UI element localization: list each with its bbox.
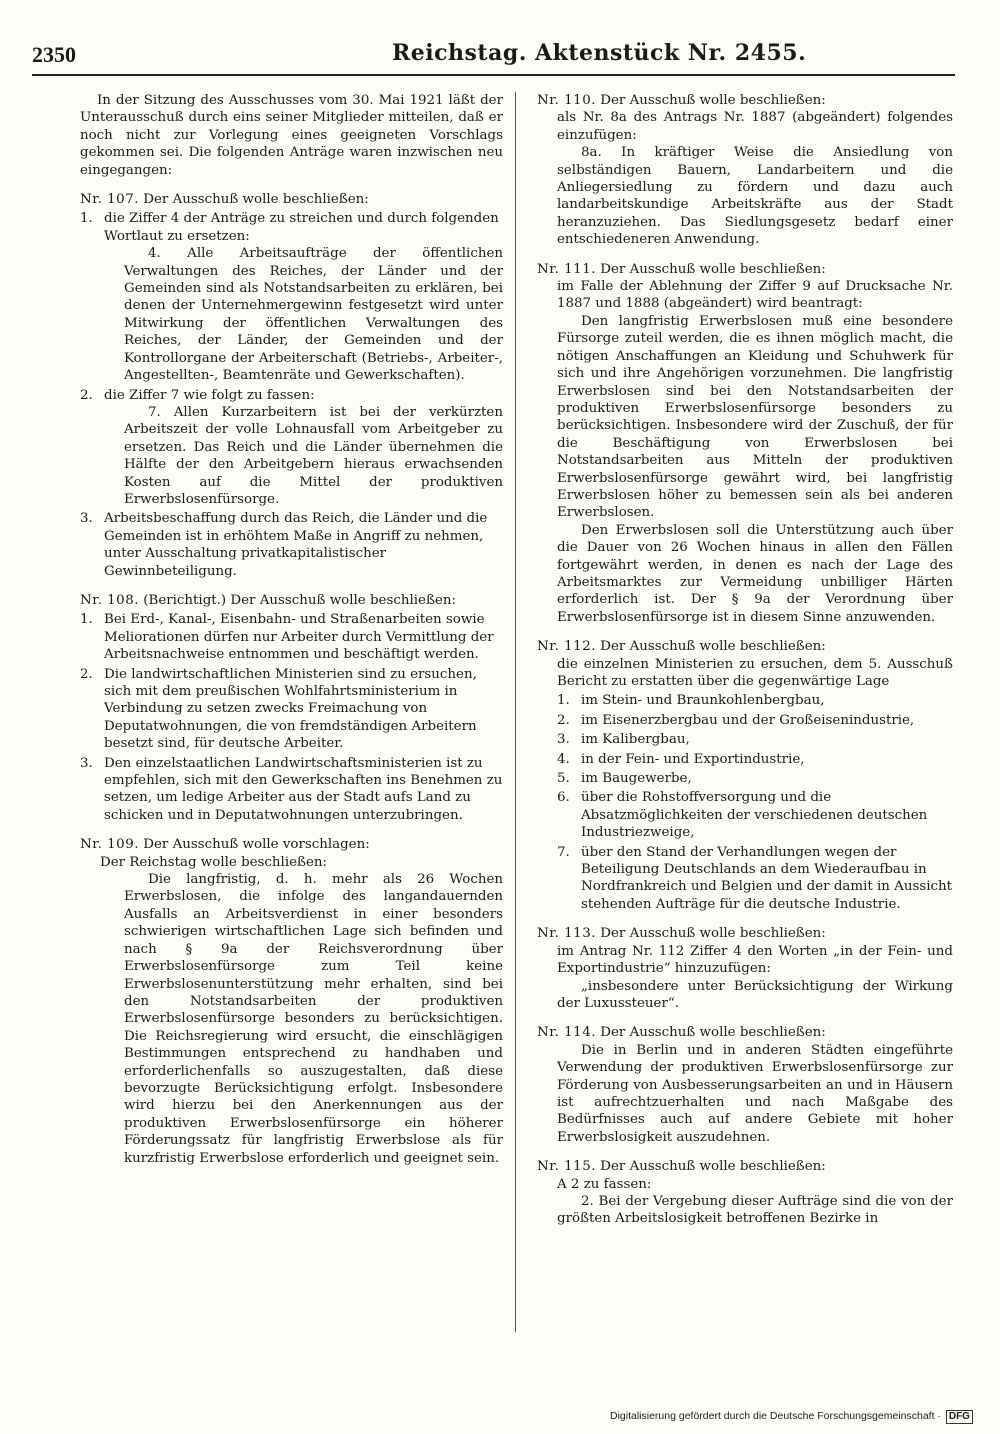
quoted-text: Den langfristig Erwerbslosen muß eine besondere Fürsorge zuteil werden, die es ihnen möglich macht, die nötigen Anschaffungen an Kleidung und Schuhwerk für sich und ihre Angehörigen vorzunehmen. Die langfristig Erwerbslosen sind bei den Notstandsarbeiten der produktiven Erwerbslosenfürsorge besonders zu berücksichtigen. Insbesondere wird der Zuschuß, der für die Beschäftigung von Erwerbslosen bei Notstandsarbeiten aus Mitteln der produktiven Erwerbslosenfürsorge gewährt wird, bei langfristig Erwerbslosen höher zu bemessen sein als bei anderen Erwerbslosen.: [557, 313, 953, 521]
motion-110: [537, 92, 953, 249]
quoted-text: 8a. In kräftiger Weise die Ansiedlung von selbständigen Bauern, Landarbeitern und die Anliegersiedlung zu fördern und dazu auch landarbeitskundige Arbeitskräfte aus der Stadt heranzuziehen. Das Siedlungsgesetz bedarf einer entschiedeneren Anwendung.: [557, 145, 953, 248]
list-item: [80, 210, 503, 245]
item-text: im Kalibergbau,: [581, 732, 690, 748]
motion-subtext: die einzelnen Ministerien zu ersuchen, dem 5. Ausschuß Bericht zu erstatten über die gegenwärtige Lage: [557, 656, 953, 689]
list-item: [557, 712, 953, 729]
list-item: [80, 611, 503, 663]
motion-heading: [80, 592, 503, 609]
list-item: [557, 731, 953, 748]
motion-subtext: als Nr. 8a des Antrags Nr. 1887 (abgeändert) folgendes einzufügen:: [557, 110, 953, 143]
motion-113: [537, 925, 953, 1012]
motion-text: Der Ausschuß wolle beschließen:: [600, 926, 826, 942]
motion-111: [537, 261, 953, 627]
item-text: über den Stand der Verhandlungen wegen der Beteiligung Deutschlands an dem Wiederaufbau in Nordfrankreich und Belgien und der damit in Aussicht stehenden Aufträge für die deutsche Industrie.: [581, 844, 952, 912]
motion-subtext: im Falle der Ablehnung der Ziffer 9 auf Drucksache Nr. 1887 und 1888 (abgeändert) wird beantragt:: [557, 279, 953, 312]
item-text: Die landwirtschaftlichen Ministerien sind zu ersuchen, sich mit dem preußischen Wohlfahrtsministerium in Verbindung zu setzen zwecks Freimachung von Deputatwohnungen, die von fremdständigen Arbeitern besetzt sind, für deutsche Arbeiter.: [104, 666, 477, 752]
item-number: 3.: [557, 732, 570, 748]
motion-text: Der Ausschuß wolle beschließen:: [600, 639, 826, 655]
motion-heading: [537, 638, 953, 655]
motion-subtext: im Antrag Nr. 112 Ziffer 4 den Worten „in der Fein- und Exportindustrie“ hinzuzufügen:: [557, 943, 953, 977]
item-number: 1.: [557, 693, 570, 709]
motion-number: Nr. 115.: [537, 1159, 596, 1175]
motion-heading: [537, 261, 953, 278]
motion-number: Nr. 108.: [80, 592, 139, 608]
motion-114: [537, 1024, 953, 1146]
motion-text: (Berichtigt.) Der Ausschuß wolle beschließen:: [143, 592, 456, 608]
item-text: Den einzelstaatlichen Landwirtschaftsministerien ist zu empfehlen, sich mit den Gewerkschaften ins Benehmen zu setzen, um ledige Arbeiter aus der Stadt aufs Land zu schicken und in Deputatwohnungen unterzubringen.: [104, 755, 503, 823]
quoted-text: 7. Allen Kurzarbeitern ist bei der verkürzten Arbeitszeit der volle Lohnausfall vom Arbeitgeber zu ersetzen. Das Reich und die Länder übernehmen die Hälfte der den Arbeitgebern hieraus erwachsenden Kosten auf die Mittel der produktiven Erwerbslosenfürsorge.: [124, 404, 503, 507]
right-column: [537, 92, 953, 1228]
motion-107: [80, 191, 503, 580]
item-number: 5.: [557, 771, 570, 787]
motion-115: [537, 1158, 953, 1228]
dfg-logo: DFG: [946, 1410, 973, 1424]
item-number: 3.: [80, 755, 93, 771]
motion-number: Nr. 112.: [537, 639, 596, 655]
list-item: [80, 510, 503, 580]
motion-109: [80, 836, 503, 1167]
intro-paragraph: In der Sitzung des Ausschusses vom 30. Mai 1921 läßt der Unterausschuß durch eins seiner Mitglieder mitteilen, daß er noch nicht zur Vorlegung eines geeigneten Vorschlags gekommen sei. Die folgenden Anträge waren inzwischen neu eingegangen:: [80, 93, 503, 178]
item-text: über die Rohstoffversorgung und die Absatzmöglichkeiten der verschiedenen deutschen Industriezweige,: [581, 790, 928, 841]
item-text: die Ziffer 7 wie folgt zu fassen:: [104, 387, 315, 403]
item-text: die Ziffer 4 der Anträge zu streichen und durch folgenden Wortlaut zu ersetzen:: [104, 211, 499, 244]
item-text: Bei Erd-, Kanal-, Eisenbahn- und Straßenarbeiten sowie Meliorationen dürfen nur Arbeiter durch Vermittlung der Arbeitsnachweise entnommen und beschäftigt werden.: [104, 612, 494, 663]
item-number: 2.: [80, 387, 93, 403]
item-text: in der Fein- und Exportindustrie,: [581, 751, 805, 767]
quoted-text: Den Erwerbslosen soll die Unterstützung auch über die Dauer von 26 Wochen hinaus in allen den Fällen fortgewährt werden, in denen es nach der Lage des Arbeitsmarktes zur Vermeidung unbilliger Härten erforderlich ist. Der § 9a der Verordnung über Erwerbslosenfürsorge ist in diesem Sinne anzuwenden.: [557, 522, 953, 625]
motion-text: Der Ausschuß wolle beschließen:: [600, 1025, 826, 1041]
motion-heading: [80, 191, 503, 208]
motion-text: Der Ausschuß wolle beschließen:: [600, 93, 826, 108]
list-item: [557, 751, 953, 768]
quoted-text: 2. Bei der Vergebung dieser Aufträge sind die von der größten Arbeitslosigkeit betroffenen Bezirke in: [557, 1193, 953, 1227]
motion-108: [80, 592, 503, 824]
page-number: 2350: [32, 42, 76, 67]
motion-heading: [80, 836, 503, 853]
motion-text: Der Ausschuß wolle vorschlagen:: [143, 837, 370, 853]
left-column: [80, 92, 503, 1167]
motion-text: Der Ausschuß wolle beschließen:: [143, 192, 369, 208]
list-item: [80, 755, 503, 825]
motion-number: Nr. 110.: [537, 93, 596, 108]
item-number: 7.: [557, 844, 570, 860]
footer-text: Digitalisierung gefördert durch die Deutsche Forschungsgemeinschaft ·: [610, 1410, 941, 1422]
motion-heading: [537, 925, 953, 942]
motion-text: Der Ausschuß wolle beschließen:: [600, 261, 826, 277]
item-number: 1.: [80, 612, 93, 628]
list-item: [557, 789, 953, 841]
item-number: 4.: [557, 751, 570, 767]
item-number: 3.: [80, 511, 93, 527]
numbered-list: [537, 692, 953, 913]
list-item: [80, 387, 503, 404]
motion-number: Nr. 107.: [80, 192, 139, 208]
motion-number: Nr. 109.: [80, 837, 139, 853]
item-text: im Eisenerzbergbau und der Großeisenindustrie,: [581, 712, 915, 728]
column-divider: [515, 92, 516, 1332]
list-item: [557, 844, 953, 914]
motion-text: Der Ausschuß wolle beschließen:: [600, 1159, 826, 1175]
item-number: 2.: [80, 666, 93, 682]
item-number: 6.: [557, 790, 570, 806]
quoted-text: 4. Alle Arbeitsaufträge der öffentlichen Verwaltungen des Reiches, der Länder und der Gemeinden sind als Notstandsarbeiten zu erklären, bei denen der Unternehmergewinn festgesetzt wird unter Mitwirkung der öffentlichen Verwaltungen des Reiches, der Länder, der Gemeinden und der Kontrollorgane der Arbeiterschaft (Betriebs-, Arbeiter-, Angestellten-, Beamtenräte und Gewerkschaften).: [124, 246, 503, 384]
motion-subtext: Der Reichstag wolle beschließen:: [100, 854, 328, 870]
quoted-text: Die in Berlin und in anderen Städten eingeführte Verwendung der produktiven Erwerbslosenfürsorge zur Förderung von Ausbesserungsarbeiten an und in Häusern ist aufrechtzuerhalten und nach Maßgabe des Bedürfnisses auch auf andere Gebiete mit hoher Erwerbslosigkeit auszudehnen.: [557, 1042, 953, 1145]
item-number: 1.: [80, 211, 93, 227]
quoted-text: Die langfristig, d. h. mehr als 26 Wochen Erwerbslosen, die infolge des langandauernden Ausfalls an Arbeitsverdienst in einer besonders schwierigen wirtschaftlichen Lage sich befinden und nach § 9a der Reichsverordnung über Erwerbslosenfürsorge zum Teil keine Erwerbslosenunterstützung mehr erhalten, sind bei den Notstandsarbeiten der produktiven Erwerbslosenfürsorge besonders zu berücksichtigen. Die Reichsregierung wird ersucht, die einschlägigen Bestimmungen entsprechend zu handhaben und erforderlichenfalls so auszugestalten, daß diese bevorzugte Berücksichtigung erfolgt. Insbesondere wird hierzu bei den Anerkennungen aus der produktiven Erwerbslosenfürsorge ein höherer Förderungssatz für langfristig Erwerbslose als für kurzfristig Erwerbslose erforderlich und geeignet sein.: [124, 872, 503, 1166]
motion-112: [537, 638, 953, 913]
motion-heading: [537, 1024, 953, 1041]
list-item: [557, 770, 953, 787]
item-text: im Stein- und Braunkohlenbergbau,: [581, 693, 825, 709]
motion-number: Nr. 113.: [537, 926, 596, 942]
motion-heading: [537, 1158, 953, 1175]
list-item: [557, 692, 953, 709]
motion-heading: [537, 92, 953, 109]
running-title: Reichstag. Aktenstück Nr. 2455.: [392, 40, 807, 66]
motion-number: Nr. 114.: [537, 1025, 596, 1041]
quoted-text: „insbesondere unter Berücksichtigung der Wirkung der Luxussteuer“.: [557, 978, 953, 1011]
motion-number: Nr. 111.: [537, 261, 596, 277]
item-number: 2.: [557, 712, 570, 728]
list-item: [80, 666, 503, 753]
footer-credit: [610, 1410, 990, 1426]
item-text: im Baugewerbe,: [581, 771, 692, 787]
item-text: Arbeitsbeschaffung durch das Reich, die Länder und die Gemeinden ist in erhöhtem Maße in Angriff zu nehmen, unter Ausschaltung privatkapitalistischer Gewinnbeteiligung.: [104, 511, 488, 579]
running-header: [32, 38, 955, 76]
motion-subtext: A 2 zu fassen:: [557, 1176, 652, 1192]
